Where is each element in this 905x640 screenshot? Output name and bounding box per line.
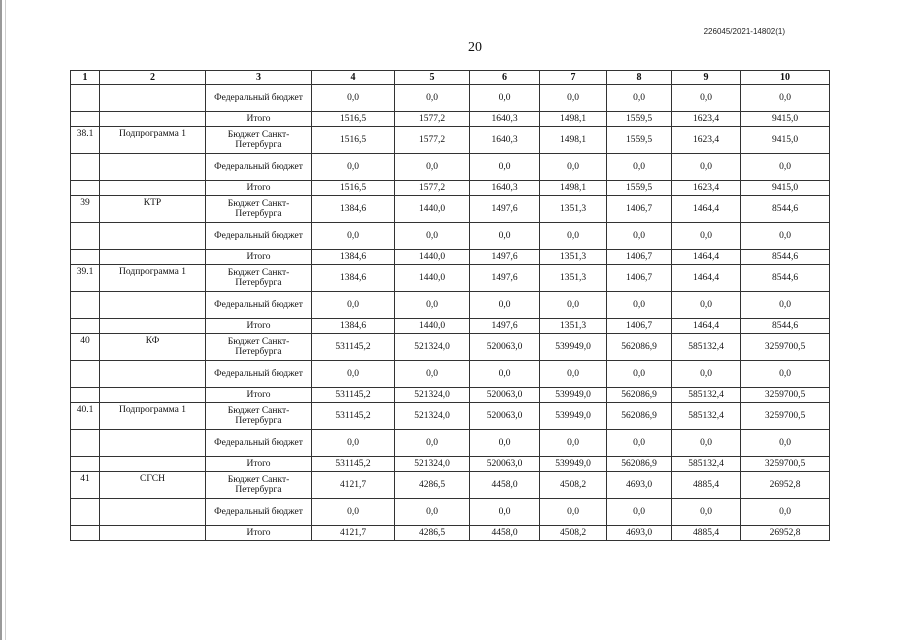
value-cell: 0,0 [470,223,540,250]
value-cell: 0,0 [470,499,540,526]
value-cell: 0,0 [607,361,672,388]
value-cell: 1384,6 [312,196,395,223]
column-header: 7 [540,71,607,85]
value-cell: 4286,5 [395,472,470,499]
scan-edge [0,0,2,640]
row-number [71,181,100,196]
value-cell: 4458,0 [470,526,540,541]
value-cell: 0,0 [395,499,470,526]
table-row [71,223,830,250]
value-cell: 0,0 [672,292,741,319]
program-name [100,499,206,526]
row-number [71,292,100,319]
row-number [71,112,100,127]
column-header: 6 [470,71,540,85]
value-cell: 1464,4 [672,319,741,334]
program-name [100,223,206,250]
value-cell: 521324,0 [395,334,470,361]
value-cell: 1406,7 [607,319,672,334]
funding-source: Бюджет Санкт-Петербурга [206,196,312,223]
value-cell: 1498,1 [540,112,607,127]
value-cell: 1577,2 [395,112,470,127]
value-cell: 0,0 [540,292,607,319]
value-cell: 9415,0 [741,127,830,154]
value-cell: 0,0 [540,499,607,526]
column-header: 3 [206,71,312,85]
value-cell: 520063,0 [470,403,540,430]
value-cell: 0,0 [470,292,540,319]
program-name [100,181,206,196]
column-header: 9 [672,71,741,85]
value-cell: 0,0 [672,499,741,526]
value-cell: 1577,2 [395,181,470,196]
value-cell: 0,0 [607,499,672,526]
row-number: 39.1 [71,265,100,292]
value-cell: 1516,5 [312,112,395,127]
row-number [71,361,100,388]
value-cell: 1559,5 [607,127,672,154]
value-cell: 1440,0 [395,196,470,223]
row-number [71,223,100,250]
value-cell: 0,0 [672,85,741,112]
value-cell: 0,0 [741,499,830,526]
program-name: КФ [100,334,206,361]
funding-source: Федеральный бюджет [206,499,312,526]
value-cell: 8544,6 [741,196,830,223]
funding-source: Бюджет Санкт-Петербурга [206,265,312,292]
value-cell: 1440,0 [395,319,470,334]
table-body [71,85,830,541]
value-cell: 9415,0 [741,181,830,196]
value-cell: 0,0 [540,85,607,112]
page-number: 20 [468,40,482,55]
funding-source: Итого [206,319,312,334]
row-number [71,388,100,403]
value-cell: 0,0 [470,85,540,112]
value-cell: 531145,2 [312,388,395,403]
value-cell: 0,0 [672,223,741,250]
value-cell: 1351,3 [540,265,607,292]
funding-source: Федеральный бюджет [206,292,312,319]
table-row [71,403,830,430]
funding-source: Федеральный бюджет [206,85,312,112]
table-row [71,430,830,457]
value-cell: 0,0 [395,85,470,112]
value-cell: 0,0 [312,292,395,319]
program-name: Подпрограмма 1 [100,403,206,430]
funding-source: Федеральный бюджет [206,361,312,388]
value-cell: 0,0 [540,154,607,181]
funding-source: Итого [206,112,312,127]
value-cell: 562086,9 [607,403,672,430]
value-cell: 531145,2 [312,403,395,430]
value-cell: 0,0 [312,223,395,250]
value-cell: 4885,4 [672,472,741,499]
table-row [71,499,830,526]
value-cell: 1577,2 [395,127,470,154]
row-number [71,499,100,526]
funding-source: Федеральный бюджет [206,430,312,457]
value-cell: 0,0 [395,154,470,181]
header-row [71,71,830,85]
value-cell: 8544,6 [741,265,830,292]
column-header: 1 [71,71,100,85]
value-cell: 585132,4 [672,334,741,361]
funding-source: Итого [206,181,312,196]
value-cell: 0,0 [540,430,607,457]
funding-source: Бюджет Санкт-Петербурга [206,127,312,154]
value-cell: 4885,4 [672,526,741,541]
funding-source: Итого [206,526,312,541]
value-cell: 0,0 [470,154,540,181]
funding-source: Бюджет Санкт-Петербурга [206,472,312,499]
value-cell: 0,0 [741,154,830,181]
value-cell: 0,0 [312,499,395,526]
value-cell: 0,0 [741,430,830,457]
table-row [71,472,830,499]
value-cell: 1464,4 [672,250,741,265]
value-cell: 0,0 [672,361,741,388]
program-name: Подпрограмма 1 [100,127,206,154]
value-cell: 0,0 [470,430,540,457]
value-cell: 3259700,5 [741,334,830,361]
program-name [100,250,206,265]
value-cell: 1623,4 [672,181,741,196]
program-name [100,457,206,472]
row-number: 39 [71,196,100,223]
value-cell: 1406,7 [607,196,672,223]
value-cell: 1406,7 [607,250,672,265]
value-cell: 9415,0 [741,112,830,127]
value-cell: 1440,0 [395,265,470,292]
value-cell: 520063,0 [470,457,540,472]
value-cell: 585132,4 [672,403,741,430]
row-number [71,430,100,457]
value-cell: 1497,6 [470,196,540,223]
table-row [71,388,830,403]
table-row [71,265,830,292]
value-cell: 1497,6 [470,319,540,334]
table-row [71,127,830,154]
program-name [100,112,206,127]
value-cell: 0,0 [741,361,830,388]
value-cell: 1498,1 [540,181,607,196]
funding-source: Итого [206,388,312,403]
value-cell: 1351,3 [540,196,607,223]
value-cell: 0,0 [395,292,470,319]
value-cell: 4508,2 [540,526,607,541]
table-row [71,292,830,319]
value-cell: 585132,4 [672,388,741,403]
value-cell: 0,0 [741,223,830,250]
row-number: 38.1 [71,127,100,154]
column-header: 5 [395,71,470,85]
program-name [100,361,206,388]
value-cell: 3259700,5 [741,457,830,472]
budget-table [70,70,830,541]
program-name: СГСН [100,472,206,499]
value-cell: 0,0 [607,292,672,319]
value-cell: 0,0 [470,361,540,388]
value-cell: 4508,2 [540,472,607,499]
funding-source: Федеральный бюджет [206,223,312,250]
value-cell: 521324,0 [395,403,470,430]
value-cell: 520063,0 [470,334,540,361]
value-cell: 0,0 [672,154,741,181]
table-row [71,250,830,265]
value-cell: 0,0 [741,85,830,112]
row-number [71,457,100,472]
value-cell: 4286,5 [395,526,470,541]
value-cell: 0,0 [312,361,395,388]
value-cell: 0,0 [395,430,470,457]
table-row [71,181,830,196]
program-name [100,319,206,334]
value-cell: 0,0 [312,85,395,112]
value-cell: 26952,8 [741,526,830,541]
value-cell: 8544,6 [741,319,830,334]
value-cell: 0,0 [607,223,672,250]
value-cell: 539949,0 [540,403,607,430]
value-cell: 539949,0 [540,388,607,403]
row-number: 40.1 [71,403,100,430]
value-cell: 0,0 [672,430,741,457]
program-name: КТР [100,196,206,223]
value-cell: 26952,8 [741,472,830,499]
funding-source: Бюджет Санкт-Петербурга [206,403,312,430]
column-header: 4 [312,71,395,85]
value-cell: 0,0 [395,361,470,388]
row-number [71,319,100,334]
table-row [71,85,830,112]
value-cell: 4693,0 [607,472,672,499]
value-cell: 1464,4 [672,196,741,223]
value-cell: 1384,6 [312,319,395,334]
value-cell: 1440,0 [395,250,470,265]
value-cell: 0,0 [607,85,672,112]
column-header: 10 [741,71,830,85]
table-row [71,361,830,388]
value-cell: 4693,0 [607,526,672,541]
program-name [100,85,206,112]
row-number [71,526,100,541]
value-cell: 0,0 [607,430,672,457]
value-cell: 0,0 [741,292,830,319]
value-cell: 585132,4 [672,457,741,472]
value-cell: 4458,0 [470,472,540,499]
value-cell: 1464,4 [672,265,741,292]
table-row [71,112,830,127]
value-cell: 539949,0 [540,334,607,361]
value-cell: 1384,6 [312,250,395,265]
table-row [71,319,830,334]
value-cell: 1497,6 [470,250,540,265]
column-header: 8 [607,71,672,85]
program-name [100,526,206,541]
value-cell: 0,0 [607,154,672,181]
program-name [100,154,206,181]
value-cell: 4121,7 [312,526,395,541]
value-cell: 1497,6 [470,265,540,292]
value-cell: 3259700,5 [741,388,830,403]
program-name [100,292,206,319]
value-cell: 521324,0 [395,388,470,403]
value-cell: 1623,4 [672,112,741,127]
value-cell: 0,0 [395,223,470,250]
value-cell: 1351,3 [540,319,607,334]
row-number [71,154,100,181]
program-name [100,388,206,403]
program-name [100,430,206,457]
value-cell: 562086,9 [607,388,672,403]
table-row [71,457,830,472]
value-cell: 531145,2 [312,457,395,472]
funding-source: Итого [206,457,312,472]
table-row [71,196,830,223]
funding-source: Итого [206,250,312,265]
value-cell: 8544,6 [741,250,830,265]
table-row [71,154,830,181]
row-number: 40 [71,334,100,361]
table-row [71,526,830,541]
value-cell: 531145,2 [312,334,395,361]
value-cell: 562086,9 [607,457,672,472]
value-cell: 1516,5 [312,127,395,154]
funding-source: Бюджет Санкт-Петербурга [206,334,312,361]
value-cell: 539949,0 [540,457,607,472]
value-cell: 0,0 [540,223,607,250]
value-cell: 1623,4 [672,127,741,154]
value-cell: 1498,1 [540,127,607,154]
document-id: 226045/2021-14802(1) [703,27,785,36]
row-number [71,250,100,265]
row-number: 41 [71,472,100,499]
row-number [71,85,100,112]
column-header: 2 [100,71,206,85]
value-cell: 3259700,5 [741,403,830,430]
program-name: Подпрограмма 1 [100,265,206,292]
value-cell: 1640,3 [470,112,540,127]
value-cell: 4121,7 [312,472,395,499]
scan-edge-inner [5,0,6,640]
value-cell: 1640,3 [470,181,540,196]
value-cell: 1406,7 [607,265,672,292]
value-cell: 521324,0 [395,457,470,472]
value-cell: 562086,9 [607,334,672,361]
value-cell: 0,0 [312,154,395,181]
value-cell: 1351,3 [540,250,607,265]
table-row [71,334,830,361]
value-cell: 1384,6 [312,265,395,292]
value-cell: 1640,3 [470,127,540,154]
value-cell: 1516,5 [312,181,395,196]
value-cell: 0,0 [312,430,395,457]
value-cell: 520063,0 [470,388,540,403]
value-cell: 0,0 [540,361,607,388]
value-cell: 1559,5 [607,112,672,127]
funding-source: Федеральный бюджет [206,154,312,181]
value-cell: 1559,5 [607,181,672,196]
